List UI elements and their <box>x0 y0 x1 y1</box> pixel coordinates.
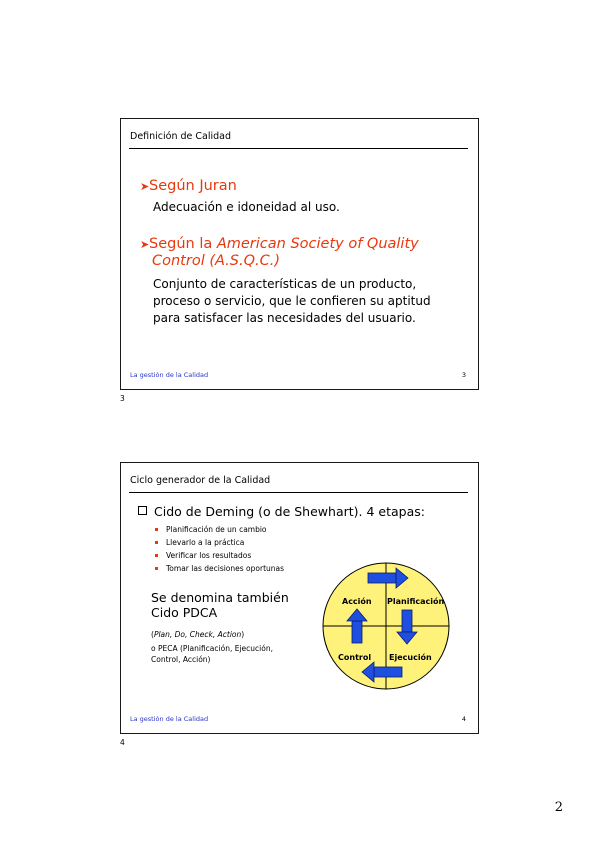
slide-number-label: 4 <box>120 738 125 747</box>
list-item: Tomar las decisiones oportunas <box>155 562 284 575</box>
title-divider <box>129 492 468 493</box>
slide-definicion-calidad <box>120 118 479 390</box>
slide-title: Definición de Calidad <box>130 131 232 142</box>
asqc-heading: ➤Según la American Society of Quality Control (A.S.Q.C.) <box>140 236 419 269</box>
pdca-title: Se denomina también Cido PDCA <box>151 590 289 620</box>
asqc-definition: Conjunto de características de un producto, proceso o servicio, que le confieren su aptitud para satisfacer las necesidades del usuario. <box>153 277 431 325</box>
pdca-cycle-diagram <box>316 561 456 691</box>
label-ejecucion: Ejecución <box>389 653 432 662</box>
list-item: Llevarlo a la práctica <box>155 536 284 549</box>
arrow-bullet-icon: ➤ <box>140 180 150 193</box>
juran-definition: Adecuación e idoneidad al uso. <box>153 200 340 214</box>
list-item: Verificar los resultados <box>155 549 284 562</box>
slide-footer: La gestión de la Calidad <box>130 371 209 379</box>
list-item: Planificación de un cambio <box>155 523 284 536</box>
slide-ciclo-calidad <box>120 462 479 734</box>
slide-title: Ciclo generador de la Calidad <box>130 475 271 486</box>
arrow-bullet-icon: ➤ <box>140 238 150 251</box>
page-number: 2 <box>554 800 563 815</box>
deming-heading: Cido de Deming (o de Shewhart). 4 etapas: <box>138 504 425 519</box>
juran-heading: ➤Según Juran <box>140 178 237 194</box>
deming-steps-list <box>155 523 284 575</box>
label-planificacion: Planificación <box>387 597 445 606</box>
slide-number-label: 3 <box>120 394 125 403</box>
pdca-expansion: (Plan, Do, Check, Action) <box>151 630 245 639</box>
slide-footer-number: 4 <box>461 715 466 723</box>
checkbox-bullet-icon <box>138 506 147 515</box>
label-control: Control <box>338 653 372 662</box>
peca-text: o PECA (Planificación, Ejecución, Control, Acción) <box>151 644 273 664</box>
slide-footer: La gestión de la Calidad <box>130 715 209 723</box>
title-divider <box>129 148 468 149</box>
label-accion: Acción <box>342 597 372 606</box>
slide-footer-number: 3 <box>461 371 466 379</box>
